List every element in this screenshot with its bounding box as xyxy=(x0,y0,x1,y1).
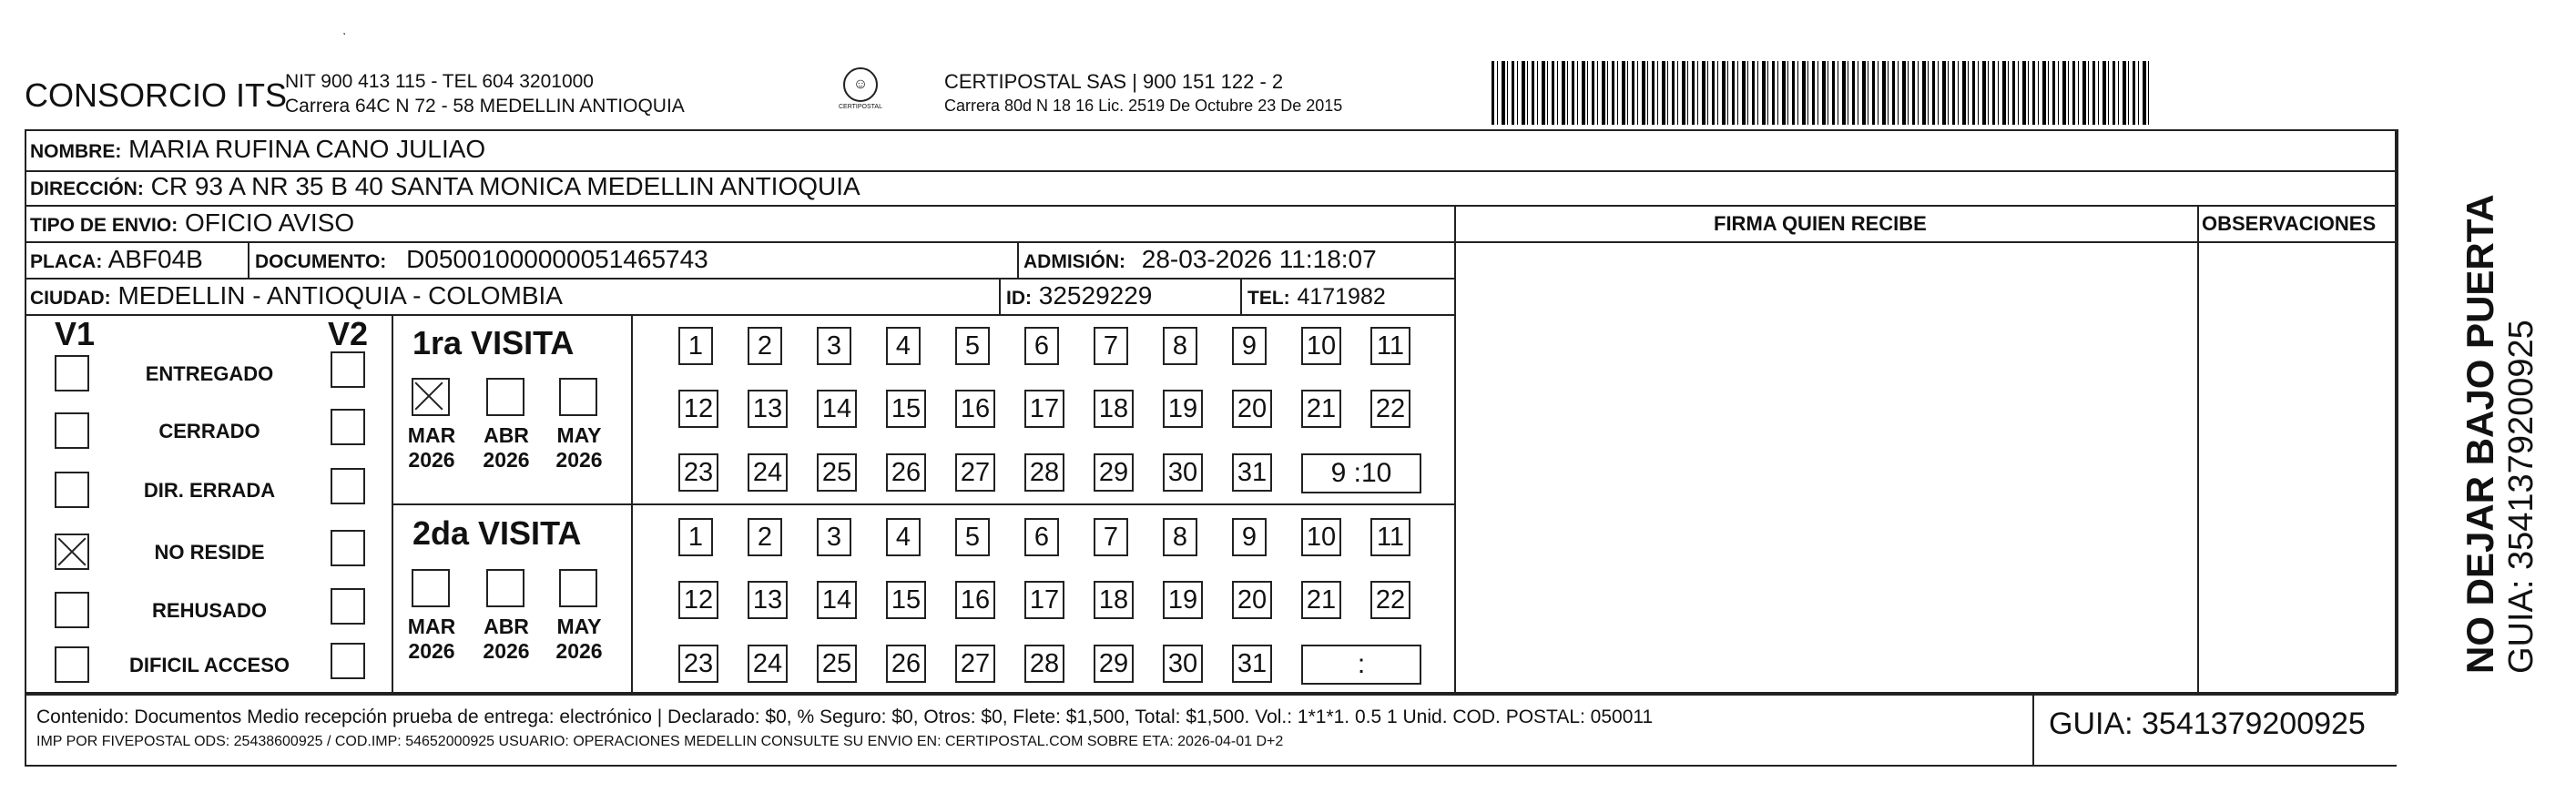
visit2-day-box[interactable]: 4 xyxy=(886,518,921,556)
visit1-day-box[interactable]: 29 xyxy=(1094,453,1134,492)
address-line: Carrera 64C N 72 - 58 MEDELLIN ANTIOQUIA xyxy=(285,96,685,117)
cert-line1: CERTIPOSTAL SAS | 900 151 122 - 2 xyxy=(944,70,1284,93)
visit1-day-box[interactable]: 25 xyxy=(817,453,857,492)
visit2-day-box[interactable]: 11 xyxy=(1370,518,1410,556)
visit1-day-box[interactable]: 13 xyxy=(748,390,788,428)
visit1-day-box[interactable]: 12 xyxy=(678,390,718,428)
visit2-day-box[interactable]: 1 xyxy=(678,518,713,556)
visit1-day-box[interactable]: 3 xyxy=(817,327,851,365)
visit2-day-box[interactable]: 9 xyxy=(1232,518,1267,556)
visit2-day-box[interactable]: 10 xyxy=(1301,518,1341,556)
logo-text: CERTIPOSTAL xyxy=(839,104,882,110)
tel-value: 4171982 xyxy=(1297,284,1386,310)
visit2-day-box[interactable]: 30 xyxy=(1163,645,1203,683)
field-admision xyxy=(1023,245,1377,274)
side-notice xyxy=(2459,194,2540,674)
visit1-title: 1ra VISITA xyxy=(412,324,575,361)
visit2-day-box[interactable]: 27 xyxy=(955,645,995,683)
visit1-day-box[interactable]: 19 xyxy=(1163,390,1203,428)
visit1-day-box[interactable]: 5 xyxy=(955,327,990,365)
visit1-month-checkbox[interactable] xyxy=(486,378,524,416)
v2-checkbox[interactable] xyxy=(331,468,365,504)
visit1-day-box[interactable]: 27 xyxy=(955,453,995,492)
field-tel xyxy=(1247,281,1386,310)
field-tipo xyxy=(30,208,354,238)
nombre-label: NOMBRE: xyxy=(30,141,122,162)
status-label: CERRADO xyxy=(158,420,260,442)
visit1-day-box[interactable]: 4 xyxy=(886,327,921,365)
visit2-day-box[interactable]: 19 xyxy=(1163,581,1203,619)
visit2-month-label: ABR 2026 xyxy=(483,615,530,663)
visit2-month-label: MAR 2026 xyxy=(407,615,456,663)
visit1-day-box[interactable]: 30 xyxy=(1163,453,1203,492)
barcode xyxy=(1492,61,2152,125)
visit1-day-box[interactable]: 17 xyxy=(1024,390,1064,428)
certipostal-logo xyxy=(833,67,888,110)
visit1-day-box[interactable]: 31 xyxy=(1232,453,1272,492)
visit1-month-checkbox[interactable] xyxy=(412,378,450,416)
logo-icon: ☺ xyxy=(843,67,878,102)
tel-label: TEL: xyxy=(1247,288,1290,309)
visit2-day-box[interactable]: 22 xyxy=(1370,581,1410,619)
visit1-day-box[interactable]: 16 xyxy=(955,390,995,428)
v2-checkbox[interactable] xyxy=(331,643,365,679)
visit2-day-box[interactable]: 12 xyxy=(678,581,718,619)
visit2-day-box[interactable]: 6 xyxy=(1024,518,1059,556)
visit2-month-checkbox[interactable] xyxy=(486,569,524,607)
footer-content: Contenido: Documentos Medio recepción prueba de entrega: electrónico | Declarado: $0, % Seguro: $0, Otros: $0, Flete: $1,500, Total: $1,500. Vol.: 1*1*1. 0.5 1 Unid. COD. POSTAL: 050011 xyxy=(36,706,1654,727)
visit1-day-box[interactable]: 14 xyxy=(817,390,857,428)
v2-checkbox[interactable] xyxy=(331,588,365,625)
visit2-month-checkbox[interactable] xyxy=(412,569,450,607)
v2-checkbox[interactable] xyxy=(331,351,365,388)
tipo-value: OFICIO AVISO xyxy=(184,208,355,237)
field-ciudad xyxy=(30,281,563,310)
visit1-day-box[interactable]: 23 xyxy=(678,453,718,492)
status-label: ENTREGADO xyxy=(145,362,274,385)
form-frame xyxy=(25,129,2397,694)
visit2-day-box[interactable]: 2 xyxy=(748,518,782,556)
firma-header: FIRMA QUIEN RECIBE xyxy=(1714,212,1927,235)
visit1-day-box[interactable]: 7 xyxy=(1094,327,1128,365)
visit2-day-box[interactable]: 24 xyxy=(748,645,788,683)
visit1-day-box[interactable]: 22 xyxy=(1370,390,1410,428)
visit1-day-box[interactable]: 24 xyxy=(748,453,788,492)
placa-label: PLACA: xyxy=(30,251,103,272)
footer-imp: IMP POR FIVEPOSTAL ODS: 25438600925 / COD.IMP: 54652000925 USUARIO: OPERACIONES MEDELLIN CONSULTE SU ENVIO EN: CERTIPOSTAL.COM SOBRE ETA: 2026-04-01 D+2 xyxy=(36,734,1284,749)
id-label: ID: xyxy=(1006,288,1032,309)
id-value: 32529229 xyxy=(1038,281,1153,310)
visit1-month-label: ABR 2026 xyxy=(483,423,530,472)
visit1-day-box[interactable]: 20 xyxy=(1232,390,1272,428)
visit1-day-box[interactable]: 26 xyxy=(886,453,926,492)
visit1-day-box[interactable]: 8 xyxy=(1163,327,1197,365)
admision-label: ADMISIÓN: xyxy=(1023,251,1125,272)
status-label: REHUSADO xyxy=(152,599,267,622)
field-documento xyxy=(255,245,708,274)
visit2-day-box[interactable]: 13 xyxy=(748,581,788,619)
visit2-day-box[interactable]: 14 xyxy=(817,581,857,619)
visit2-day-box[interactable]: 29 xyxy=(1094,645,1134,683)
visit2-day-box[interactable]: 21 xyxy=(1301,581,1341,619)
visit1-day-box[interactable]: 11 xyxy=(1370,327,1410,365)
v1-checkbox[interactable] xyxy=(55,592,89,628)
visit1-day-box[interactable]: 18 xyxy=(1094,390,1134,428)
side-guia: GUIA: 3541379200925 xyxy=(2502,320,2540,674)
v1-header: V1 xyxy=(55,315,96,352)
v1-checkbox[interactable] xyxy=(55,355,89,391)
company-info xyxy=(285,69,685,118)
v1-checkbox[interactable] xyxy=(55,472,89,508)
certipostal-info xyxy=(944,69,1342,118)
visit2-day-box[interactable]: 8 xyxy=(1163,518,1197,556)
visit1-day-box[interactable]: 28 xyxy=(1024,453,1064,492)
documento-value: D05001000000051465743 xyxy=(406,245,708,273)
visit1-day-box[interactable]: 9 xyxy=(1232,327,1267,365)
visit2-day-box[interactable]: 26 xyxy=(886,645,926,683)
documento-label: DOCUMENTO: xyxy=(255,251,387,272)
visit2-day-box[interactable]: 25 xyxy=(817,645,857,683)
field-nombre xyxy=(30,135,485,164)
visit1-time-box[interactable]: 9 :10 xyxy=(1301,453,1421,493)
footer-guia: GUIA: 3541379200925 xyxy=(2049,706,2366,741)
visit1-day-box[interactable]: 1 xyxy=(678,327,713,365)
status-label: DIR. ERRADA xyxy=(143,479,276,502)
v1-checkbox[interactable] xyxy=(55,646,89,683)
visit2-day-box[interactable]: 18 xyxy=(1094,581,1134,619)
visit1-day-box[interactable]: 21 xyxy=(1301,390,1341,428)
visit2-day-box[interactable]: 31 xyxy=(1232,645,1272,683)
visit1-month-label: MAY 2026 xyxy=(555,423,603,472)
v2-checkbox[interactable] xyxy=(331,530,365,566)
visit2-month-checkbox[interactable] xyxy=(559,569,597,607)
tipo-label: TIPO DE ENVIO: xyxy=(30,215,178,236)
visit1-day-box[interactable]: 6 xyxy=(1024,327,1059,365)
visit2-day-box[interactable]: 3 xyxy=(817,518,851,556)
ciudad-label: CIUDAD: xyxy=(30,288,111,309)
field-direccion xyxy=(30,172,860,201)
visit2-day-box[interactable]: 5 xyxy=(955,518,990,556)
visit1-month-label: MAR 2026 xyxy=(407,423,456,472)
direccion-label: DIRECCIÓN: xyxy=(30,178,144,199)
visit2-day-box[interactable]: 20 xyxy=(1232,581,1272,619)
ciudad-value: MEDELLIN - ANTIOQUIA - COLOMBIA xyxy=(117,281,563,310)
visit2-day-box[interactable]: 28 xyxy=(1024,645,1064,683)
visit2-day-box[interactable]: 7 xyxy=(1094,518,1128,556)
v2-header: V2 xyxy=(328,315,369,352)
status-label: NO RESIDE xyxy=(154,541,265,564)
side-title: NO DEJAR BAJO PUERTA xyxy=(2459,194,2501,674)
v2-checkbox[interactable] xyxy=(331,409,365,445)
placa-value: ABF04B xyxy=(107,245,203,273)
visit1-day-box[interactable]: 10 xyxy=(1301,327,1341,365)
status-label: DIFICIL ACCESO xyxy=(128,654,290,676)
nombre-value: MARIA RUFINA CANO JULIAO xyxy=(128,135,486,163)
direccion-value: CR 93 A NR 35 B 40 SANTA MONICA MEDELLIN ANTIOQUIA xyxy=(150,172,860,200)
visit2-day-box[interactable]: 17 xyxy=(1024,581,1064,619)
v1-checkbox[interactable] xyxy=(55,534,89,570)
admision-value: 28-03-2026 11:18:07 xyxy=(1141,245,1377,273)
v1-checkbox[interactable] xyxy=(55,412,89,449)
visit1-day-box[interactable]: 15 xyxy=(886,390,926,428)
visit1-month-checkbox[interactable] xyxy=(559,378,597,416)
visit2-day-box[interactable]: 15 xyxy=(886,581,926,619)
field-placa xyxy=(30,245,203,274)
nit-line: NIT 900 413 115 - TEL 604 3201000 xyxy=(285,71,594,92)
visit1-day-box[interactable]: 2 xyxy=(748,327,782,365)
field-id xyxy=(1006,281,1152,310)
visit2-time-box[interactable]: : xyxy=(1301,645,1421,685)
visit2-title: 2da VISITA xyxy=(412,514,582,552)
visit2-day-box[interactable]: 23 xyxy=(678,645,718,683)
visit2-day-box[interactable]: 16 xyxy=(955,581,995,619)
company-name: CONSORCIO ITS xyxy=(25,76,288,114)
cert-line2: Carrera 80d N 18 16 Lic. 2519 De Octubre 23 De 2015 xyxy=(944,97,1343,115)
observaciones-header: OBSERVACIONES xyxy=(2202,212,2377,235)
visit2-month-label: MAY 2026 xyxy=(555,615,603,663)
